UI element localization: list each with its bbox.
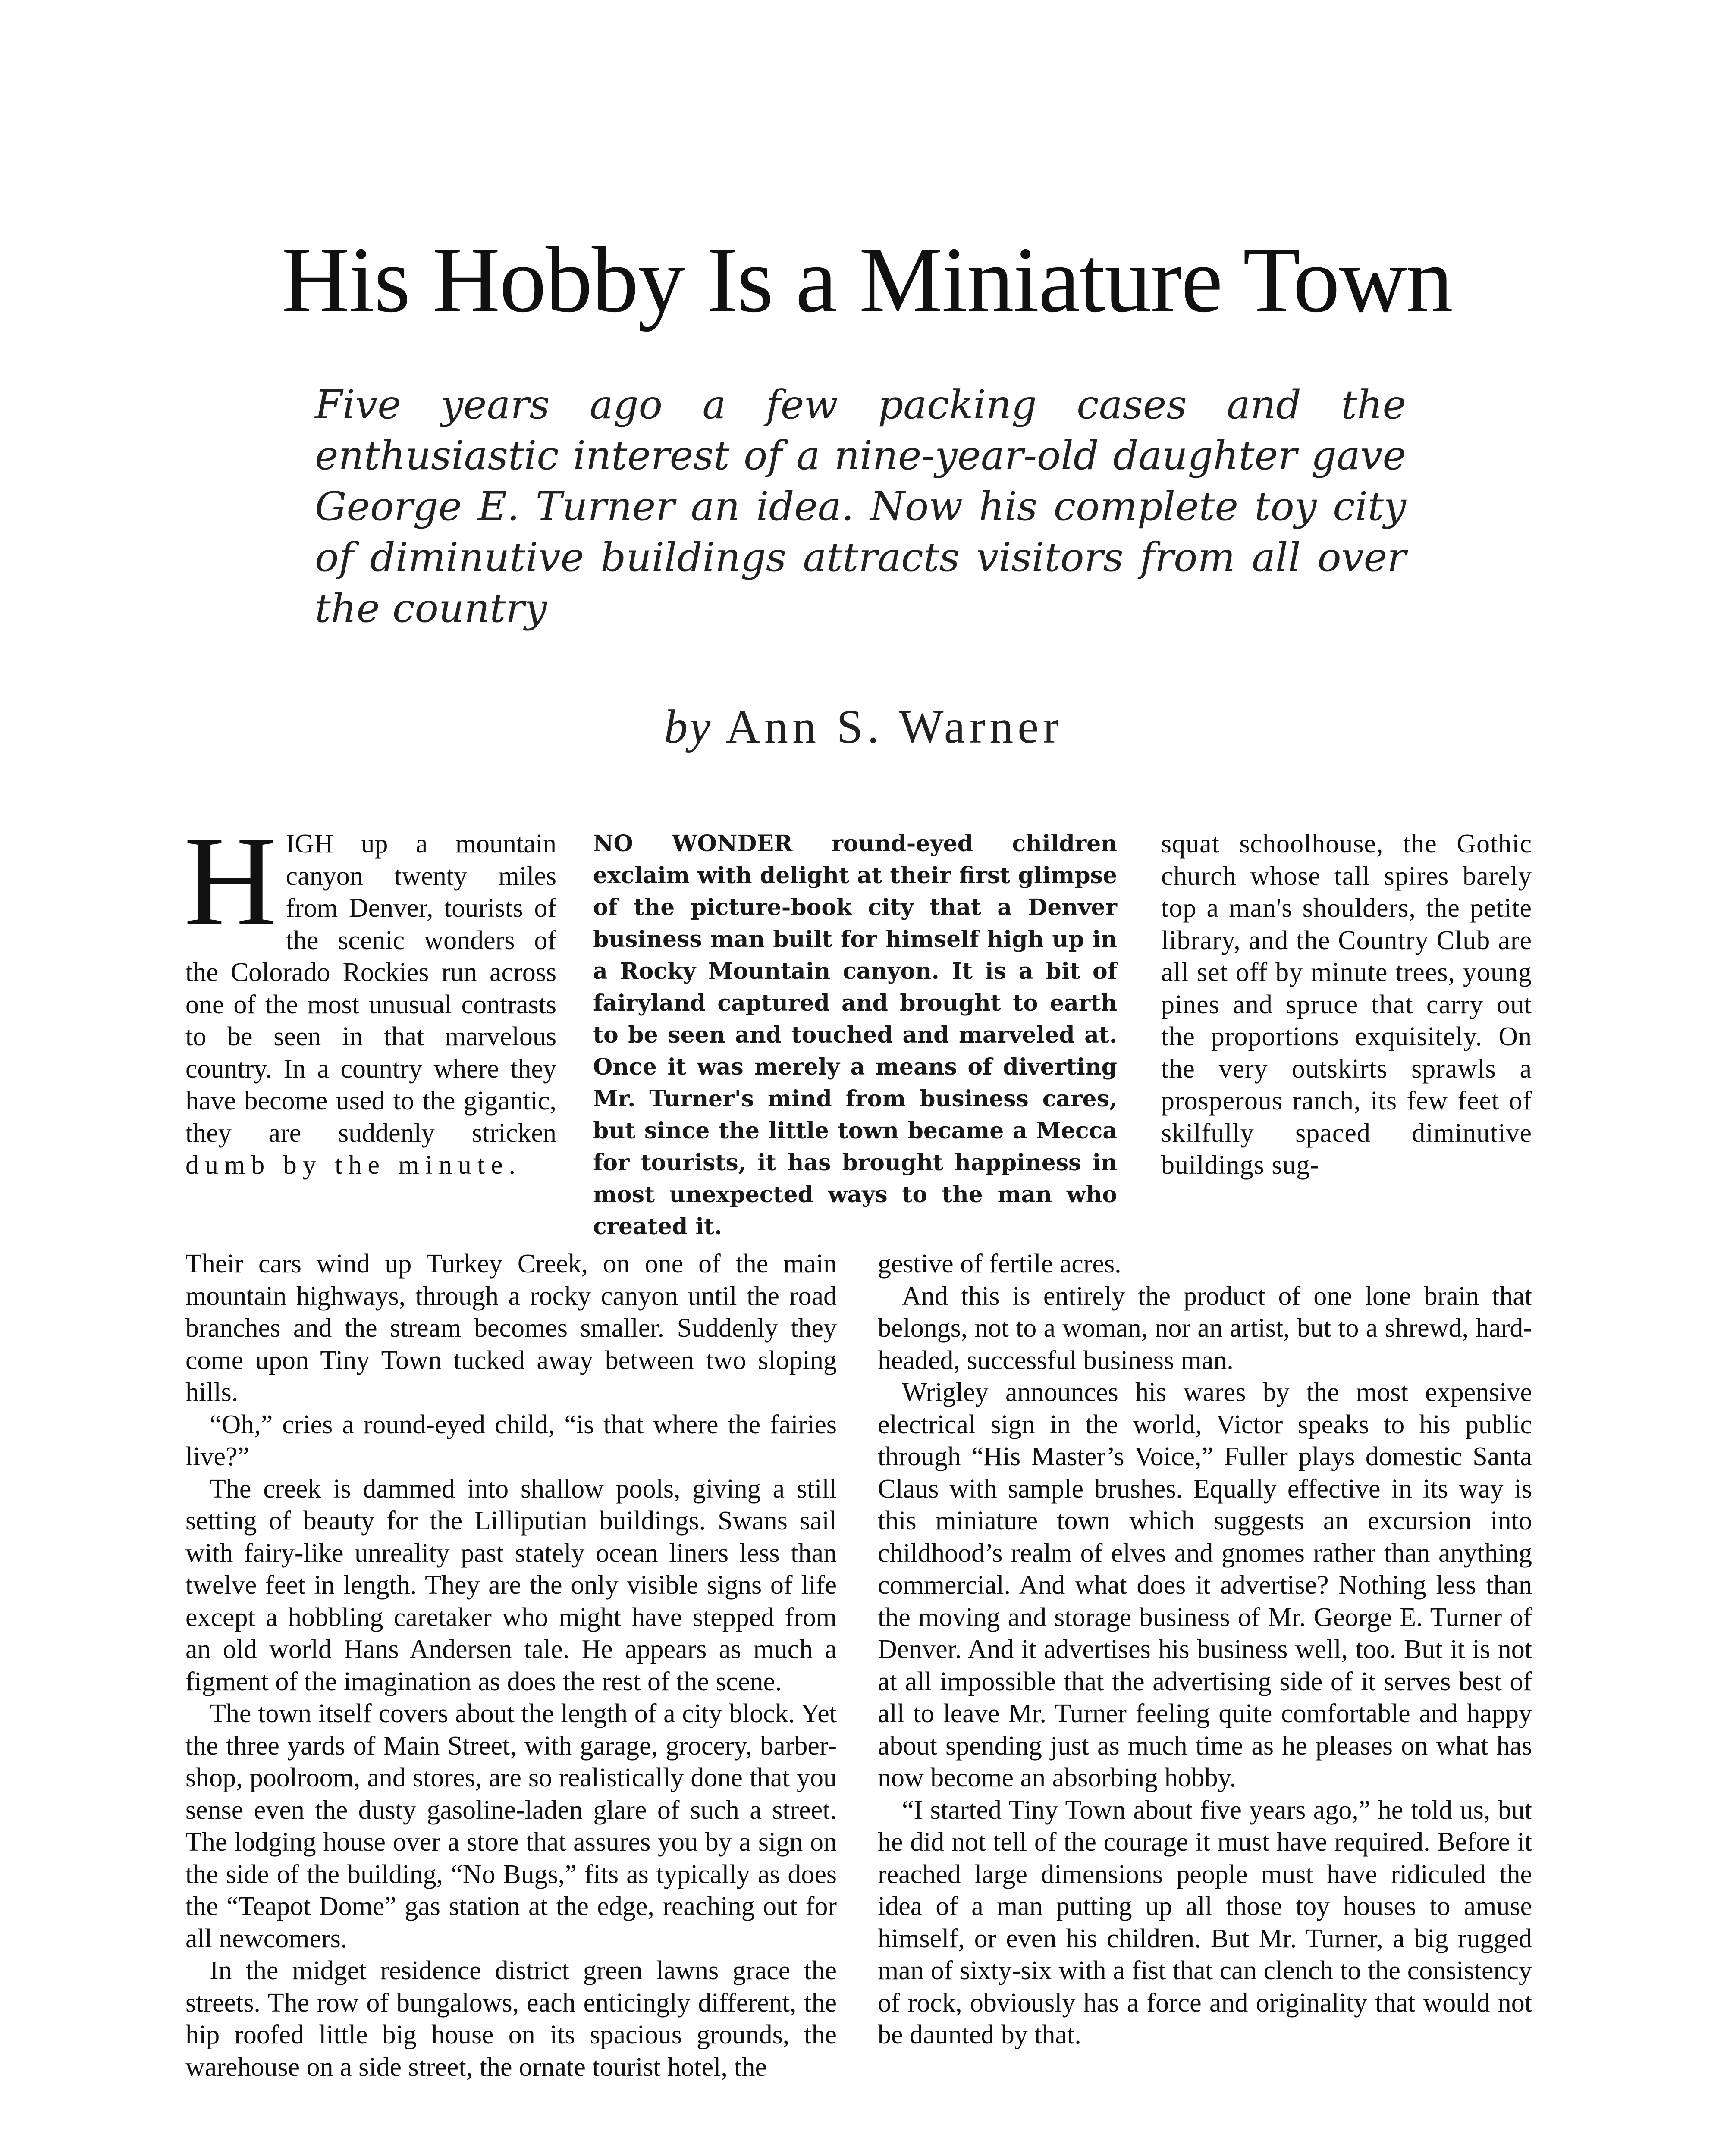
column-right-top [1161,828,1532,1181]
body-paragraph: And this is entirely the product of one lone brain that belongs, not to a woman, nor an artist, but to a shrewd, hard-headed, successful business man. [878,1281,1532,1375]
article-title: His Hobby Is a Miniature Town [281,228,1453,332]
intro-paragraph [184,809,556,1181]
body-paragraph: gestive of fertile acres. [878,1249,1121,1279]
body-paragraph: “Oh,” cries a round-eyed child, “is that where the fairies live?” [185,1410,837,1471]
intro-text: IGH up a mountain canyon twenty miles from Denver, tourists of the scenic wonders of the Colorado Rockies run across one of the most unusual contrasts to be seen in that marvelous country. In a country where they have become used to the gigantic, they are suddenly stricken [185,829,556,1148]
byline-prefix: by [664,700,713,753]
body-paragraph: Wrigley announces his wares by the most expensive electrical sign in the world, Victor speaks to his public through “His Master’s Voice,” Fuller plays domestic Santa Claus with sample brushes. Equally effective in its way is this miniature town which suggests an excursion into childhood’s realm of elves and gnomes rather than anything commercial. And what does it advertise? Nothing less than the moving and storage business of Mr. George E. Turner of Denver. And it advertises his business well, too. But it is not at all impossible that the advertising side of it serves best of all to leave Mr. Turner feeling quite comfortable and happy about spending just as much time as he pleases on what has now become an absorbing hobby. [878,1378,1532,1792]
callout-text: NO WONDER round-eyed children exclaim with delight at their first glimpse of the picture-book city that a Denver business man built for himself high up in a Rocky Mountain canyon. It is a bit of fairyland captured and brought to earth to be seen and touched and marveled at. Once it was merely a means of diverting Mr. Turner's mind from business cares, but since the little town became a Mecca for tourists, it has brought happiness in most unexpected ways to the man who created it. [593,830,1117,1240]
right-top-paragraph: squat schoolhouse, the Gothic church whose tall spires barely top a man's shoulders, the petite library, and the Country Club are all set off by minute trees, young pines and spruce that carry out the proportions exquisitely. On the very outskirts sprawls a prosperous ranch, its few feet of skilfully spaced diminutive buildings sug- [1161,829,1532,1180]
callout-box [593,828,1117,1243]
intro-text-end: dumb by the minute. [185,1150,522,1180]
body-paragraph: In the midget residence district green lawns grace the streets. The row of bungalows, each enticingly different, the hip roofed little big house on its spacious grounds, the warehouse on a side street, the ornate tourist hotel, the [185,1956,837,2082]
byline-author: Ann S. Warner [725,700,1063,753]
body-paragraph: Their cars wind up Turkey Creek, on one of the main mountain highways, through a rocky canyon until the road branches and the stream becomes smaller. Suddenly they come upon Tiny Town tucked away between two sloping hills. [185,1249,837,1407]
drop-cap: H [184,809,277,953]
byline [0,699,1727,755]
column-right-body [878,1248,1532,2051]
body-paragraph: The creek is dammed into shallow pools, giving a still setting of beauty for the Lilliputian buildings. Swans sail with fairy-like unreality past stately ocean liners less than twelve feet in length. They are the only visible signs of life except a hobbling caretaker who might have stepped from an old world Hans Andersen tale. He appears as much a figment of the imagination as does the rest of the scene. [185,1474,837,1696]
column-left-body [185,1248,837,2083]
body-paragraph: “I started Tiny Town about five years ago,” he told us, but he did not tell of the courage it must have required. Before it reached large dimensions people must have ridiculed the idea of a man putting up all those toy houses to amuse himself, or even his children. But Mr. Turner, a big rugged man of sixty-six with a fist that can clench to the consistency of rock, obviously has a force and originality that would not be daunted by that. [878,1795,1532,2049]
column-intro [184,809,556,1181]
body-paragraph: The town itself covers about the length of a city block. Yet the three yards of Main Street, with garage, grocery, barber-shop, poolroom, and stores, are so realistically done that you sense even the dusty gasoline-laden glare of such a street. The lodging house over a store that assures you by a sign on the side of the building, “No Bugs,” fits as typically as does the “Teapot Dome” gas station at the edge, reaching out for all newcomers. [185,1699,837,1953]
article-deck: Five years ago a few packing cases and the enthusiastic interest of a nine-year-old daughter gave George E. Turner an idea. Now his complete toy city of diminutive buildings attracts visitors from all over the country [315,382,1406,631]
